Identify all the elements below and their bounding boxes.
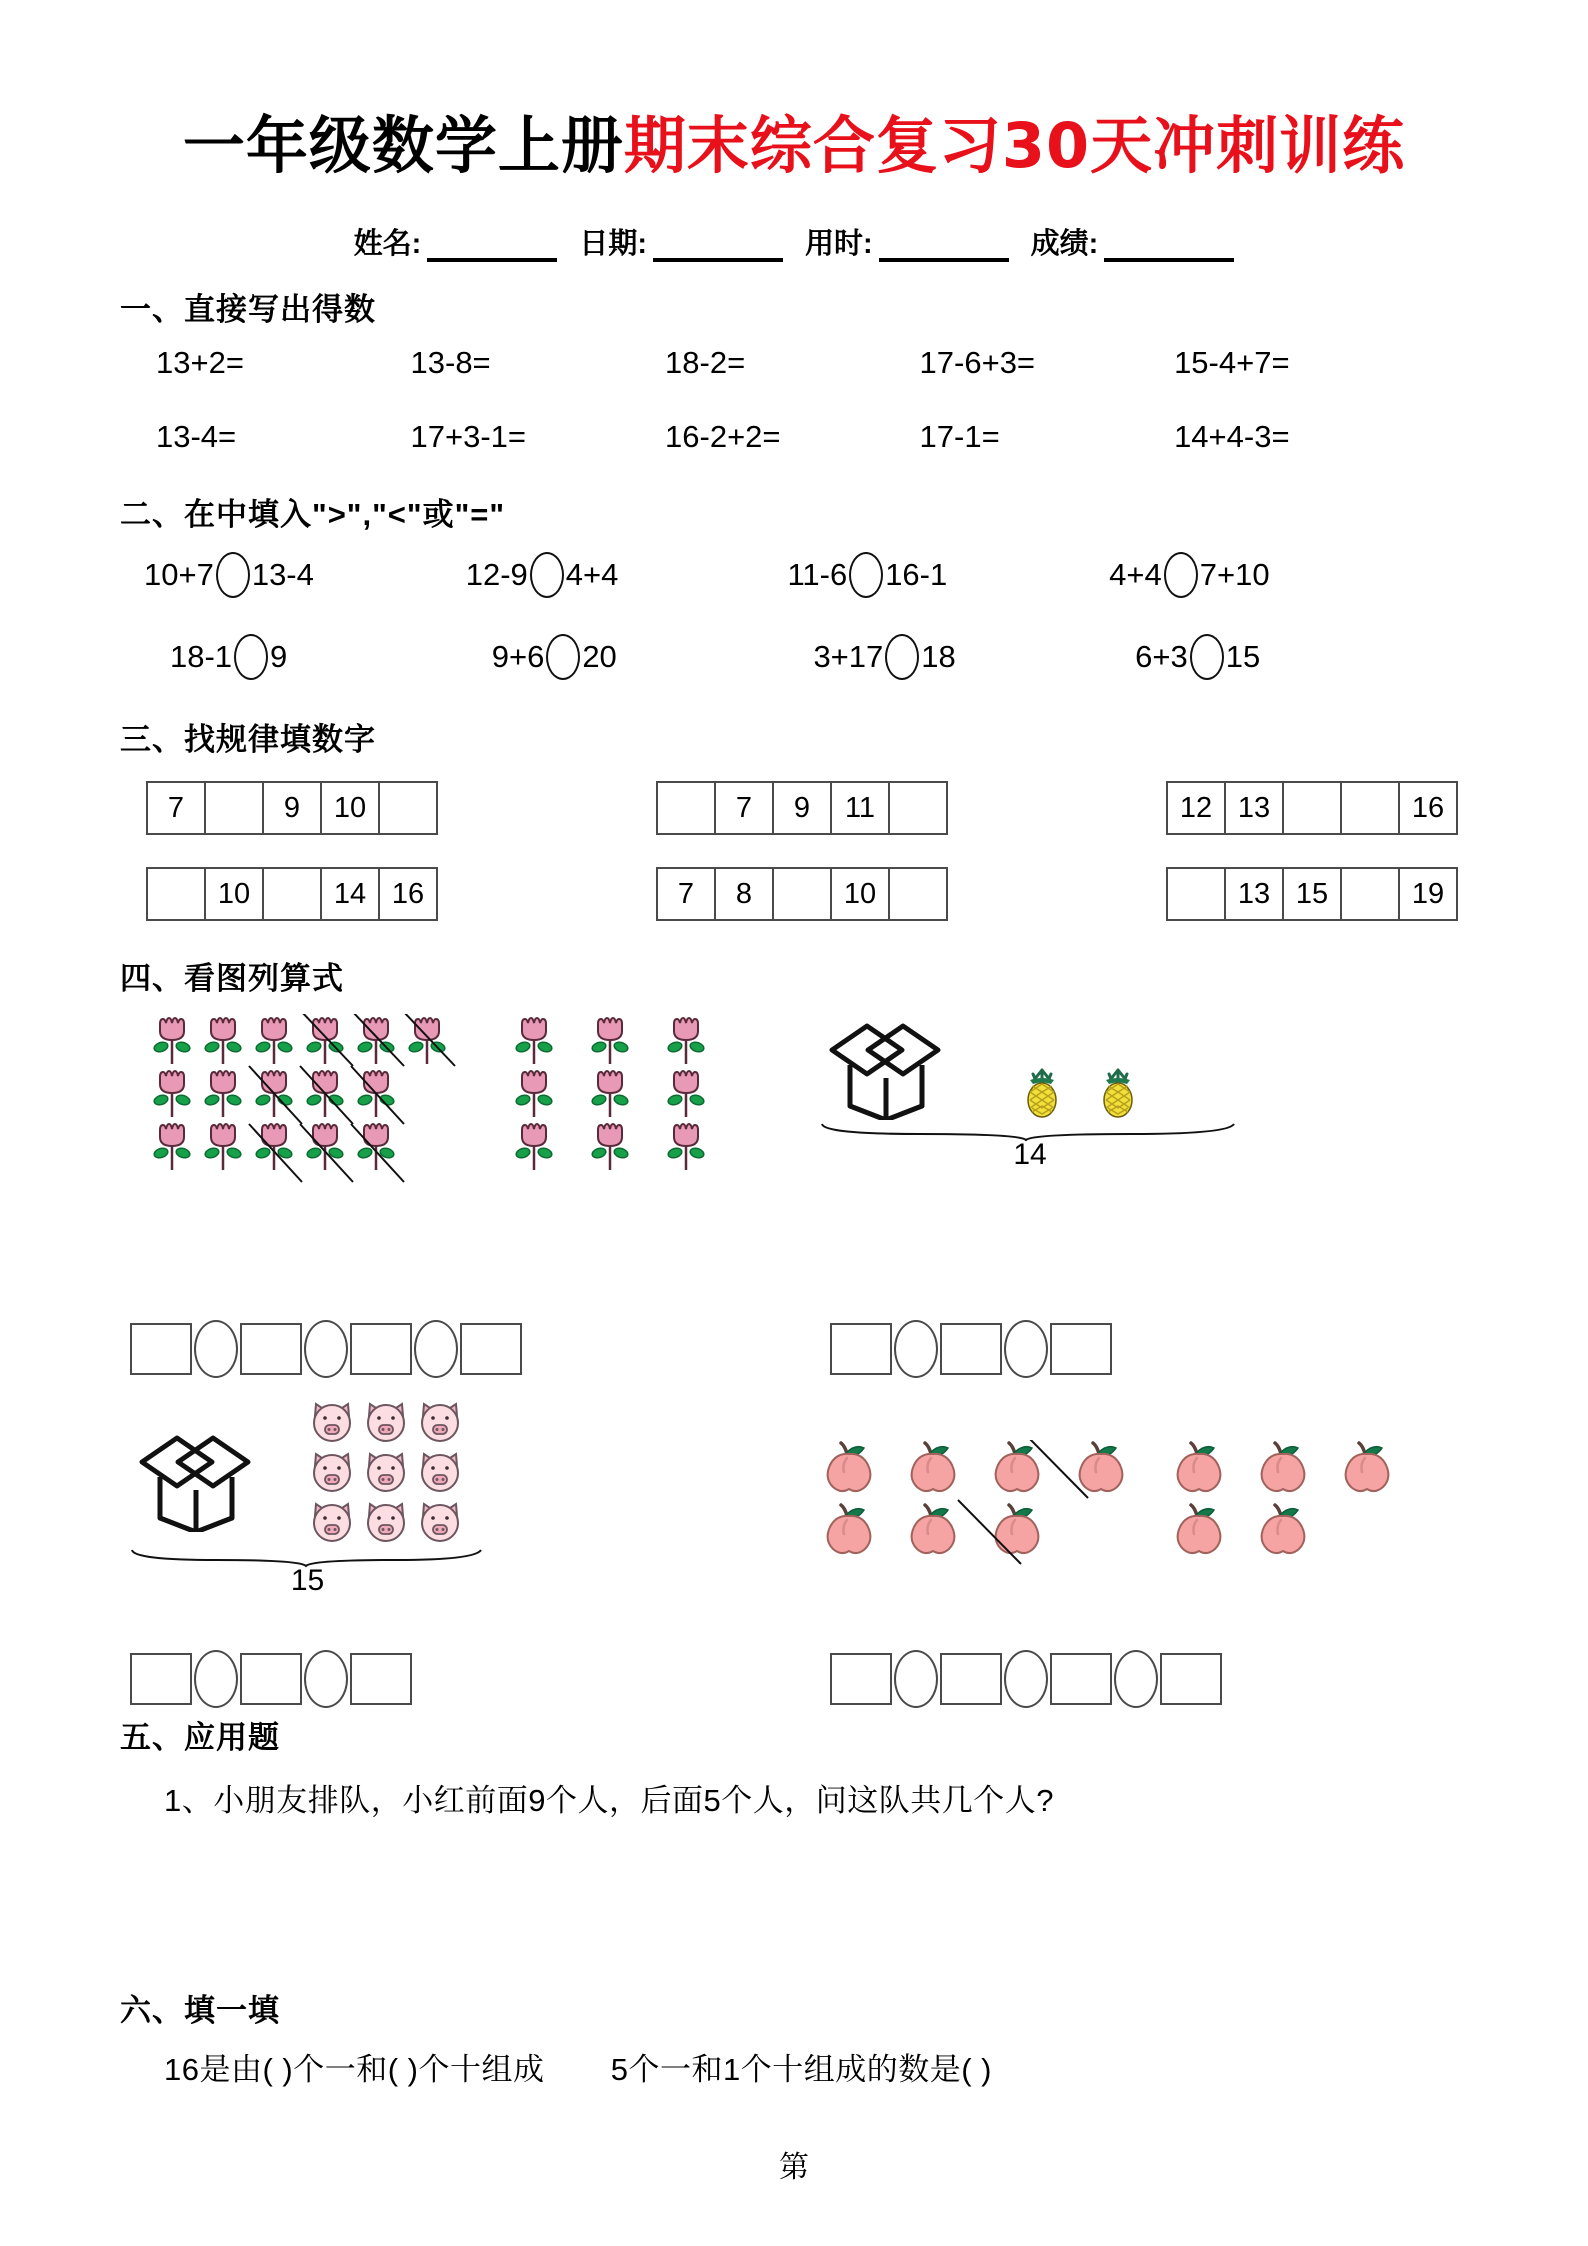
compare-item[interactable] [466, 552, 788, 598]
answer-box[interactable] [350, 1653, 412, 1705]
icon-row [1170, 1502, 1396, 1558]
icon-row [510, 1014, 710, 1066]
answer-operator-circle[interactable] [894, 1650, 938, 1708]
tulip-icon [301, 1067, 349, 1119]
compare-circle[interactable] [849, 552, 883, 598]
answer-box[interactable] [940, 1323, 1002, 1375]
compare-right: 9 [270, 639, 288, 674]
answer-box[interactable] [830, 1323, 892, 1375]
calc-item[interactable]: 17-6+3= [919, 345, 1036, 380]
sequence-cell[interactable] [1284, 783, 1342, 833]
compare-right: 16-1 [885, 557, 948, 592]
icon-row [820, 1502, 1130, 1558]
tulip-icon [199, 1120, 247, 1172]
answer-box[interactable] [130, 1323, 192, 1375]
section-5-question-1: 1、小朋友排队，小红前面9个人，后面5个人，问这队共几个人? [164, 1783, 1054, 1818]
compare-circle[interactable] [234, 634, 268, 680]
pineapple-group [1020, 1066, 1140, 1120]
pig-icon [416, 1398, 464, 1444]
answer-box[interactable] [350, 1323, 412, 1375]
icon-row [148, 1120, 451, 1172]
compare-circle[interactable] [885, 634, 919, 680]
calc-item[interactable]: 17+3-1= [410, 419, 527, 454]
name-blank[interactable] [427, 236, 557, 262]
section-2-heading: 二、在中填入">","<"或"=" [120, 497, 506, 532]
box-pig-group [130, 1398, 485, 1598]
answer-box[interactable] [1160, 1653, 1222, 1705]
tulip-icon [250, 1067, 298, 1119]
answer-row-problem-2 [830, 1320, 1112, 1378]
compare-left: 3+17 [813, 639, 884, 674]
compare-right: 4+4 [565, 557, 619, 592]
compare-left: 9+6 [491, 639, 545, 674]
sequence-cell[interactable] [890, 783, 948, 833]
page-title [120, 0, 1468, 185]
section-6-heading: 六、填一填 [120, 1993, 280, 2028]
answer-operator-circle[interactable] [304, 1650, 348, 1708]
pig-icon [308, 1398, 356, 1444]
section-4-heading: 四、看图列算式 [120, 961, 344, 996]
peach-icon [1170, 1502, 1228, 1558]
time-used-label: 用时: [805, 228, 873, 260]
pineapple-icon [1020, 1066, 1064, 1120]
fill-item-1[interactable]: 16是由( )个一和( )个十组成 [164, 2052, 545, 2087]
compare-item[interactable] [787, 552, 1109, 598]
answer-operator-circle[interactable] [1004, 1650, 1048, 1708]
sequence-cell[interactable] [380, 783, 438, 833]
sequence-cell[interactable]: 16 [1400, 783, 1458, 833]
compare-item[interactable] [466, 634, 788, 680]
answer-box[interactable] [940, 1653, 1002, 1705]
sequence-cell[interactable]: 10 [322, 783, 380, 833]
compare-right: 20 [582, 639, 617, 674]
date-label: 日期: [579, 228, 647, 260]
number-sequence[interactable] [146, 781, 438, 835]
time-used-blank[interactable] [879, 236, 1009, 262]
number-sequence[interactable] [146, 867, 438, 921]
tulip-icon [250, 1014, 298, 1066]
compare-right: 13-4 [251, 557, 314, 592]
peach-icon [1254, 1502, 1312, 1558]
page-number-label: 第 [779, 2151, 809, 2184]
answer-operator-circle[interactable] [414, 1320, 458, 1378]
box-pineapple-group [820, 1010, 1240, 1172]
tulip-group-left [148, 1014, 451, 1172]
tulip-icon [301, 1120, 349, 1172]
sequence-cell[interactable]: 9 [264, 783, 322, 833]
compare-item[interactable] [1109, 634, 1431, 680]
answer-operator-circle[interactable] [894, 1320, 938, 1378]
icon-row [148, 1014, 451, 1066]
answer-box[interactable] [830, 1653, 892, 1705]
answer-operator-circle[interactable] [304, 1320, 348, 1378]
icon-row [308, 1498, 464, 1544]
section-6-block [120, 1985, 1500, 2089]
calc-item[interactable]: 15-4+7= [1174, 345, 1290, 380]
compare-item[interactable] [787, 634, 1109, 680]
sequence-cell[interactable] [774, 869, 832, 919]
page-footer [0, 2142, 1588, 2186]
section-3-row-2 [120, 867, 1468, 921]
answer-row-problem-3 [130, 1650, 412, 1708]
sequence-cell[interactable]: 10 [832, 869, 890, 919]
peach-group-right [1170, 1440, 1396, 1558]
sequence-cell[interactable]: 11 [832, 783, 890, 833]
peach-icon [988, 1440, 1046, 1496]
section-2-row-1 [120, 552, 1468, 598]
sequence-cell[interactable] [264, 869, 322, 919]
answer-box[interactable] [240, 1323, 302, 1375]
pig-icon [308, 1498, 356, 1544]
tulip-group-right [510, 1014, 710, 1172]
number-sequence[interactable] [656, 781, 948, 835]
tulip-icon [199, 1014, 247, 1066]
tulip-icon [510, 1067, 558, 1119]
compare-circle[interactable] [546, 634, 580, 680]
calc-item[interactable]: 13-8= [410, 345, 491, 380]
compare-left: 4+4 [1109, 557, 1162, 592]
tulip-icon [301, 1014, 349, 1066]
tulip-icon [403, 1014, 451, 1066]
tulip-icon [510, 1120, 558, 1172]
brace-label: 14 [1013, 1138, 1047, 1171]
date-blank[interactable] [653, 236, 783, 262]
icon-row [308, 1448, 464, 1494]
compare-left: 12-9 [465, 557, 528, 592]
tulip-icon [352, 1120, 400, 1172]
sequence-cell[interactable]: 16 [380, 869, 438, 919]
compare-right: 18 [921, 639, 956, 674]
compare-circle[interactable] [216, 552, 250, 598]
tulip-icon [662, 1120, 710, 1172]
peach-icon [988, 1502, 1046, 1558]
sequence-cell[interactable] [1168, 869, 1226, 919]
answer-row-problem-4 [830, 1650, 1222, 1708]
sequence-cell[interactable] [658, 783, 716, 833]
calc-item[interactable]: 17-1= [919, 419, 1000, 454]
answer-box[interactable] [130, 1653, 192, 1705]
peach-icon [1254, 1440, 1312, 1496]
pig-icon [362, 1448, 410, 1494]
tulip-icon [352, 1067, 400, 1119]
name-field[interactable] [354, 221, 558, 262]
tulip-icon [586, 1014, 634, 1066]
calc-item[interactable]: 16-2+2= [665, 419, 781, 454]
brace-15 [130, 1546, 485, 1598]
icon-row [510, 1067, 710, 1119]
pig-grid [308, 1398, 464, 1544]
page-title-black: 一年级数学上册 [182, 109, 624, 182]
pig-icon [362, 1498, 410, 1544]
open-box-icon [820, 1010, 950, 1120]
number-sequence[interactable] [1166, 781, 1458, 835]
sequence-cell[interactable] [890, 869, 948, 919]
tulip-icon [586, 1067, 634, 1119]
icon-row [820, 1440, 1130, 1496]
section-3-heading: 三、找规律填数字 [120, 722, 376, 757]
answer-row-problem-1 [130, 1320, 522, 1378]
fill-item-2[interactable]: 5个一和1个十组成的数是( ) [610, 2052, 992, 2087]
name-label: 姓名: [353, 228, 422, 260]
tulip-icon [250, 1120, 298, 1172]
sequence-cell[interactable]: 10 [206, 869, 264, 919]
score-blank[interactable] [1104, 236, 1234, 262]
answer-box[interactable] [1050, 1653, 1112, 1705]
sequence-cell[interactable] [206, 783, 264, 833]
peach-group-left [820, 1440, 1130, 1558]
brace-14 [820, 1120, 1240, 1172]
tulip-icon [662, 1067, 710, 1119]
page-title-red: 期末综合复习30天冲刺训练 [623, 109, 1406, 182]
answer-operator-circle[interactable] [1114, 1650, 1158, 1708]
open-box-icon [130, 1422, 260, 1532]
calc-item[interactable]: 14+4-3= [1174, 419, 1290, 454]
student-info-row [120, 221, 1468, 262]
peach-icon [820, 1502, 878, 1558]
section-5-block [120, 1712, 1470, 1820]
compare-item[interactable] [1109, 552, 1431, 598]
tulip-icon [199, 1067, 247, 1119]
pig-icon [416, 1498, 464, 1544]
compare-circle[interactable] [1164, 552, 1198, 598]
date-field[interactable] [579, 221, 783, 262]
tulip-icon [662, 1014, 710, 1066]
tulip-icon [148, 1120, 196, 1172]
answer-box[interactable] [240, 1653, 302, 1705]
answer-operator-circle[interactable] [194, 1320, 238, 1378]
peach-icon [1072, 1440, 1130, 1496]
sequence-cell[interactable]: 19 [1400, 869, 1458, 919]
peach-icon [904, 1440, 962, 1496]
picture-problem-row-1 [120, 1004, 1468, 1304]
sequence-cell[interactable]: 13 [1226, 783, 1284, 833]
tulip-icon [352, 1014, 400, 1066]
compare-left: 11-6 [787, 557, 848, 592]
compare-right: 7+10 [1199, 557, 1270, 592]
compare-left: 10+7 [144, 557, 214, 592]
sequence-cell[interactable] [1342, 869, 1400, 919]
section-1-row-1 [120, 345, 1468, 381]
peach-icon [1338, 1440, 1396, 1496]
compare-circle[interactable] [1190, 634, 1224, 680]
section-1-row-2 [120, 419, 1468, 455]
section-6-fill-row [120, 2044, 1500, 2089]
answer-box[interactable] [460, 1323, 522, 1375]
compare-right: 15 [1225, 639, 1261, 674]
compare-left: 6+3 [1135, 639, 1188, 674]
time-used-field[interactable] [805, 221, 1009, 262]
icon-row [148, 1067, 451, 1119]
answer-operator-circle[interactable] [1004, 1320, 1048, 1378]
answer-box[interactable] [1050, 1323, 1112, 1375]
tulip-icon [510, 1014, 558, 1066]
compare-circle[interactable] [530, 552, 564, 598]
sequence-cell[interactable]: 12 [1168, 783, 1226, 833]
section-1-heading: 一、直接写出得数 [120, 292, 376, 327]
icon-row [308, 1398, 464, 1444]
peach-icon [820, 1440, 878, 1496]
section-3-row-1 [120, 781, 1468, 835]
score-field[interactable] [1031, 221, 1235, 262]
sequence-cell[interactable]: 15 [1284, 869, 1342, 919]
sequence-cell[interactable]: 7 [148, 783, 206, 833]
section-5-heading: 五、应用题 [120, 1720, 280, 1755]
calc-item[interactable]: 13+2= [156, 345, 244, 380]
compare-item[interactable] [144, 552, 466, 598]
compare-item[interactable] [144, 634, 466, 680]
number-sequence[interactable] [1166, 867, 1458, 921]
peach-icon [1170, 1440, 1228, 1496]
icon-row [510, 1120, 710, 1172]
compare-left: 18-1 [170, 639, 233, 674]
sequence-cell[interactable] [148, 869, 206, 919]
pineapple-icon [1096, 1066, 1140, 1120]
calc-item[interactable]: 18-2= [665, 345, 746, 380]
pig-icon [362, 1398, 410, 1444]
sequence-cell[interactable]: 7 [716, 783, 774, 833]
sequence-cell[interactable]: 9 [774, 783, 832, 833]
pig-icon [416, 1448, 464, 1494]
tulip-icon [148, 1014, 196, 1066]
answer-operator-circle[interactable] [194, 1650, 238, 1708]
tulip-icon [586, 1120, 634, 1172]
sequence-cell[interactable]: 7 [658, 869, 716, 919]
calc-item[interactable]: 13-4= [156, 419, 237, 454]
brace-label: 15 [290, 1564, 325, 1597]
peach-icon [904, 1502, 962, 1558]
tulip-icon [148, 1067, 196, 1119]
sequence-cell[interactable]: 14 [322, 869, 380, 919]
pig-icon [308, 1448, 356, 1494]
score-label: 成绩: [1030, 228, 1099, 260]
icon-row [1170, 1440, 1396, 1496]
number-sequence[interactable] [656, 867, 948, 921]
sequence-cell[interactable]: 13 [1226, 869, 1284, 919]
sequence-cell[interactable] [1342, 783, 1400, 833]
section-2-row-2 [120, 634, 1468, 680]
sequence-cell[interactable]: 8 [716, 869, 774, 919]
